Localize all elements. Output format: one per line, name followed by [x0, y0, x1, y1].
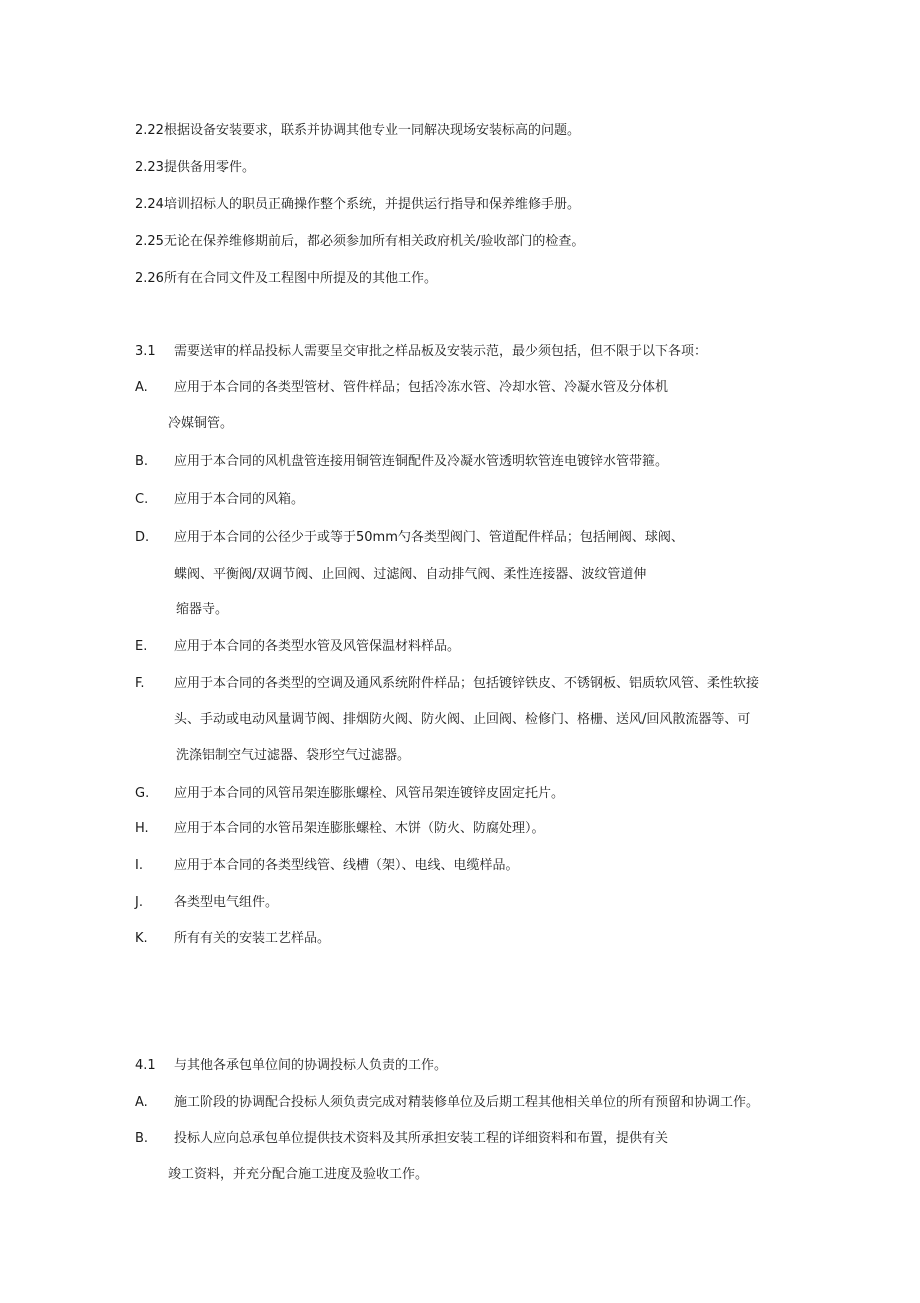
item-k-label: K.	[135, 931, 148, 946]
item-a-line: 冷媒铜管。	[168, 416, 234, 431]
item-4b-line: 投标人应向总承包单位提供技术资料及其所承担安装工程的详细资料和布置，提供有关	[174, 1131, 669, 1146]
item-c-line: 应用于本合同的风箱。	[174, 492, 305, 507]
item-4b-label: B.	[135, 1131, 149, 1146]
item-a-line: 应用于本合同的各类型管材、管件样品；包括冷冻水管、冷却水管、冷凝水管及分体机	[174, 380, 669, 395]
item-b-line: 应用于本合同的风机盘管连接用铜管连铜配件及冷凝水管透明软管连电镀锌水管带箍。	[174, 454, 669, 469]
item-b-label: B.	[135, 454, 149, 469]
clause-2-23: 2.23提供备用零件。	[135, 160, 255, 175]
clause-2-26: 2.26所有在合同文件及工程图中所提及的其他工作。	[135, 271, 437, 286]
item-h-line: 应用于本合同的水管吊架连膨胀螺栓、木饼（防火、防腐处理）。	[174, 821, 545, 836]
clause-4-1-heading: 与其他各承包单位间的协调投标人负责的工作。	[174, 1058, 448, 1073]
item-d-line: 蝶阀、平衡阀/双调节阀、止回阀、过滤阀、自动排气阀、柔性连接器、波纹管道伸	[174, 567, 647, 582]
item-d-line: 缩器寺。	[176, 602, 229, 617]
item-a-label: A.	[135, 380, 148, 395]
item-f-label: F.	[135, 676, 145, 691]
item-e-line: 应用于本合同的各类型水管及风管保温材料样品。	[174, 639, 461, 654]
item-4a-line: 施工阶段的协调配合投标人须负责完成对精装修单位及后期工程其他相关单位的所有预留和协调工作。	[174, 1095, 760, 1110]
item-i-line: 应用于本合同的各类型线管、线槽（架）、电线、电缆样品。	[174, 858, 519, 873]
item-h-label: H.	[135, 821, 149, 836]
clause-2-24: 2.24培训招标人的职员正确操作整个系统，并提供运行指导和保养维修手册。	[135, 197, 580, 212]
clause-3-1-heading: 需要送审的样品投标人需要呈交审批之样品板及安装示范，最少须包括，但不限于以下各项：	[174, 344, 708, 359]
clause-2-25: 2.25无论在保养维修期前后，都必须参加所有相关政府机关/验收部门的检查。	[135, 234, 585, 249]
item-j-line: 各类型电气组件。	[174, 895, 279, 910]
item-d-label: D.	[135, 530, 150, 545]
item-c-label: C.	[135, 492, 149, 507]
item-i-label: I.	[135, 858, 143, 873]
item-g-line: 应用于本合同的风管吊架连膨胀螺栓、风管吊架连镀锌皮固定托片。	[174, 786, 565, 801]
clause-3-1-number: 3.1	[135, 344, 156, 359]
item-4a-label: A.	[135, 1095, 148, 1110]
clause-4-1-number: 4.1	[135, 1058, 156, 1073]
item-g-label: G.	[135, 786, 150, 801]
item-f-line: 应用于本合同的各类型的空调及通风系统附件样品；包括镀锌铁皮、不锈钢板、铝质软风管、柔性软接	[174, 676, 760, 691]
clause-2-22: 2.22根据设备安装要求，联系并协调其他专业一同解决现场安装标高的问题。	[135, 123, 580, 138]
item-4b-line: 竣工资料，并充分配合施工进度及验收工作。	[168, 1167, 429, 1182]
item-j-label: J.	[135, 895, 143, 910]
item-f-line: 洗涤铝制空气过滤器、袋形空气过滤器。	[176, 748, 411, 763]
item-k-line: 所有有关的安装工艺样品。	[174, 931, 331, 946]
item-d-line: 应用于本合同的公径少于或等于50mm勺各类型阀门、管道配件样品；包括闸阀、球阀、	[174, 530, 684, 545]
item-f-line: 头、手动或电动风量调节阀、排烟防火阀、防火阀、止回阀、检修门、格栅、送风/回风散流器等、可	[174, 712, 751, 727]
item-e-label: E.	[135, 639, 148, 654]
